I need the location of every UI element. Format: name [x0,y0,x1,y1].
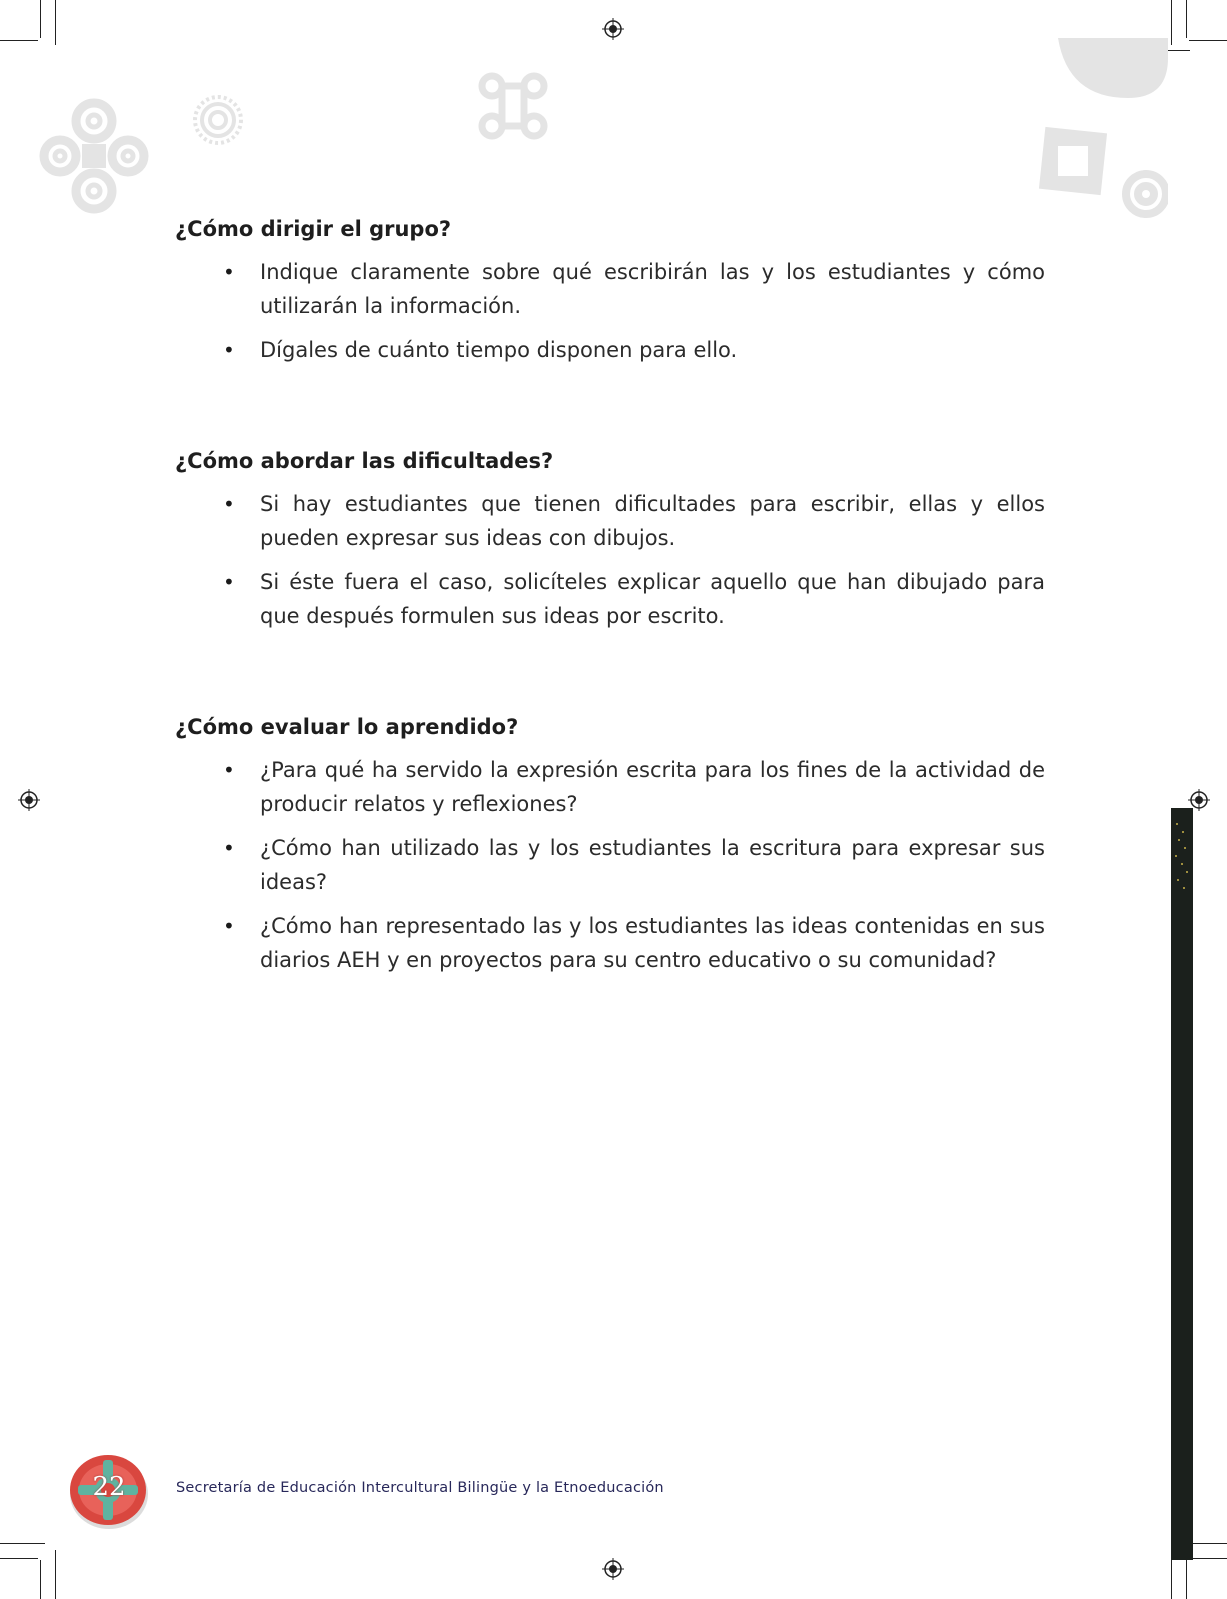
bullet-list [175,255,1045,367]
side-strip [1171,808,1193,1560]
section-dirigir-grupo [175,215,1045,367]
list-item-text: ¿Cómo han representado las y los estudiantes las ideas contenidas en sus diarios AEH y en proyectos para su centro educativo o su comunidad? [260,914,1045,972]
bullet-icon: • [223,492,235,516]
section-heading: ¿Cómo abordar las dificultades? [175,449,554,473]
list-item [175,565,1045,633]
knot-ornament-icon [478,72,548,140]
bullet-icon: • [223,570,235,594]
bullet-icon: • [223,758,235,782]
spiral-flower-ornament-icon [38,95,150,217]
bullet-list [175,753,1045,977]
footer-publisher: Secretaría de Educación Intercultural Bilingüe y la Etnoeducación [176,1480,664,1496]
section-heading: ¿Cómo evaluar lo aprendido? [175,715,519,739]
sparkle-dots-icon [1173,814,1191,904]
list-item [175,831,1045,899]
list-item [175,487,1045,555]
section-heading: ¿Cómo dirigir el grupo? [175,217,452,241]
bullet-icon: • [223,836,235,860]
list-item-text: ¿Para qué ha servido la expresión escrita para los fines de la actividad de producir relatos y reflexiones? [260,758,1045,816]
section-abordar-dificultades [175,447,1045,633]
corner-ornament-icon [1028,38,1168,238]
list-item-text: Indique claramente sobre qué escribirán las y los estudiantes y cómo utilizarán la información. [260,260,1045,318]
list-item-text: Si hay estudiantes que tienen dificultades para escribir, ellas y ellos pueden expresar sus ideas con dibujos. [260,492,1045,550]
page-number: 22 [92,1472,126,1502]
bullet-icon: • [223,338,235,362]
registration-target-icon [602,1558,624,1580]
list-item [175,909,1045,977]
list-item-text: Dígales de cuánto tiempo disponen para ello. [260,338,738,362]
list-item [175,255,1045,323]
list-item [175,753,1045,821]
bullet-icon: • [223,914,235,938]
section-evaluar-aprendido [175,713,1045,977]
registration-target-icon [18,789,40,811]
list-item-text: ¿Cómo han utilizado las y los estudiantes la escritura para expresar sus ideas? [260,836,1045,894]
bullet-icon: • [223,260,235,284]
list-item-text: Si éste fuera el caso, solicíteles explicar aquello que han dibujado para que después formulen sus ideas por escrito. [260,570,1045,628]
concentric-circle-ornament-icon [192,94,244,146]
bullet-list [175,487,1045,633]
registration-target-icon [602,18,624,40]
list-item [175,333,1045,367]
